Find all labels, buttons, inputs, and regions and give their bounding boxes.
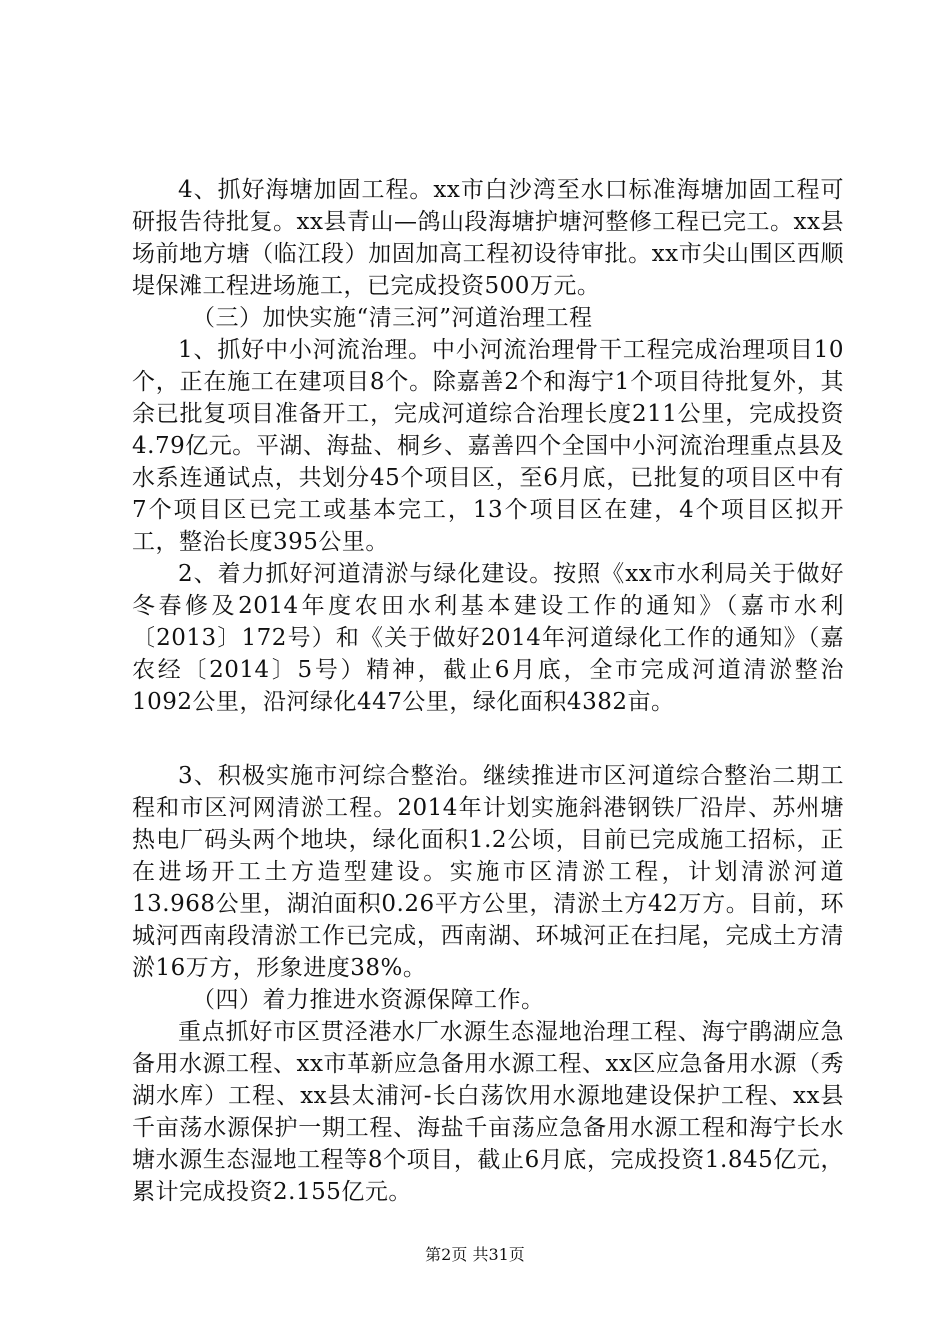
page-footer: 第2页 共31页 — [425, 1245, 525, 1264]
paragraph-small-river-governance: 1、抓好中小河流治理。中小河流治理骨干工程完成治理项目10个，正在施工在建项目8个。除嘉善2个和海宁1个项目待批复外，其余已批复项目准备开工，完成河道综合治理长度211公里，完成投资4.79亿元。平湖、海盐、桐乡、嘉善四个全国中小河流治理重点县及水系连通试点，共划分45个项目区，至6月底，已批复的项目区中有7个项目区已完工或基本完工，13个项目区在建，4个项目区拟开工，整治长度395公里。 — [132, 337, 844, 555]
section-heading-four: （四）着力推进水资源保障工作。 — [192, 987, 545, 1013]
section-heading-three: （三）加快实施“清三河”河道治理工程 — [192, 305, 593, 331]
paragraph-city-river-renovation: 3、积极实施市河综合整治。继续推进市区河道综合整治二期工程和市区河网清淤工程。2014年计划实施斜港钢铁厂沿岸、苏州塘热电厂码头两个地块，绿化面积1.2公顷，目前已完成施工招标，正在进场开工土方造型建设。实施市区清淤工程，计划清淤河道13.968公里，湖泊面积0.26平方公里，清淤土方42万方。目前，环城河西南段清淤工作已完成，西南湖、环城河正在扫尾，完成土方清淤16万方，形象进度38%。 — [132, 763, 844, 981]
document-body — [132, 174, 844, 1208]
paragraph-water-resource-projects: 重点抓好市区贯泾港水厂水源生态湿地治理工程、海宁鹃湖应急备用水源工程、xx市革新应急备用水源工程、xx区应急备用水源（秀湖水库）工程、xx县太浦河-长白荡饮用水源地建设保护工程、xx县千亩荡水源保护一期工程、海盐千亩荡应急备用水源工程和海宁长水塘水源生态湿地工程等8个项目，截止6月底，完成投资1.845亿元，累计完成投资2.155亿元。 — [132, 1019, 844, 1205]
paragraph-seawall-reinforcement: 4、抓好海塘加固工程。xx市白沙湾至水口标准海塘加固工程可研报告待批复。xx县青山—鸽山段海塘护塘河整修工程已完工。xx县场前地方塘（临江段）加固加高工程初设待审批。xx市尖山围区西顺堤保滩工程进场施工，已完成投资500万元。 — [132, 177, 844, 299]
paragraph-river-dredging-greening: 2、着力抓好河道清淤与绿化建设。按照《xx市水利局关于做好冬春修及2014年度农田水利基本建设工作的通知》（嘉市水利〔2013〕172号）和《关于做好2014年河道绿化工作的通知》（嘉农经〔2014〕5号）精神，截止6月底，全市完成河道清淤整治1092公里，沿河绿化447公里，绿化面积4382亩。 — [132, 561, 844, 715]
